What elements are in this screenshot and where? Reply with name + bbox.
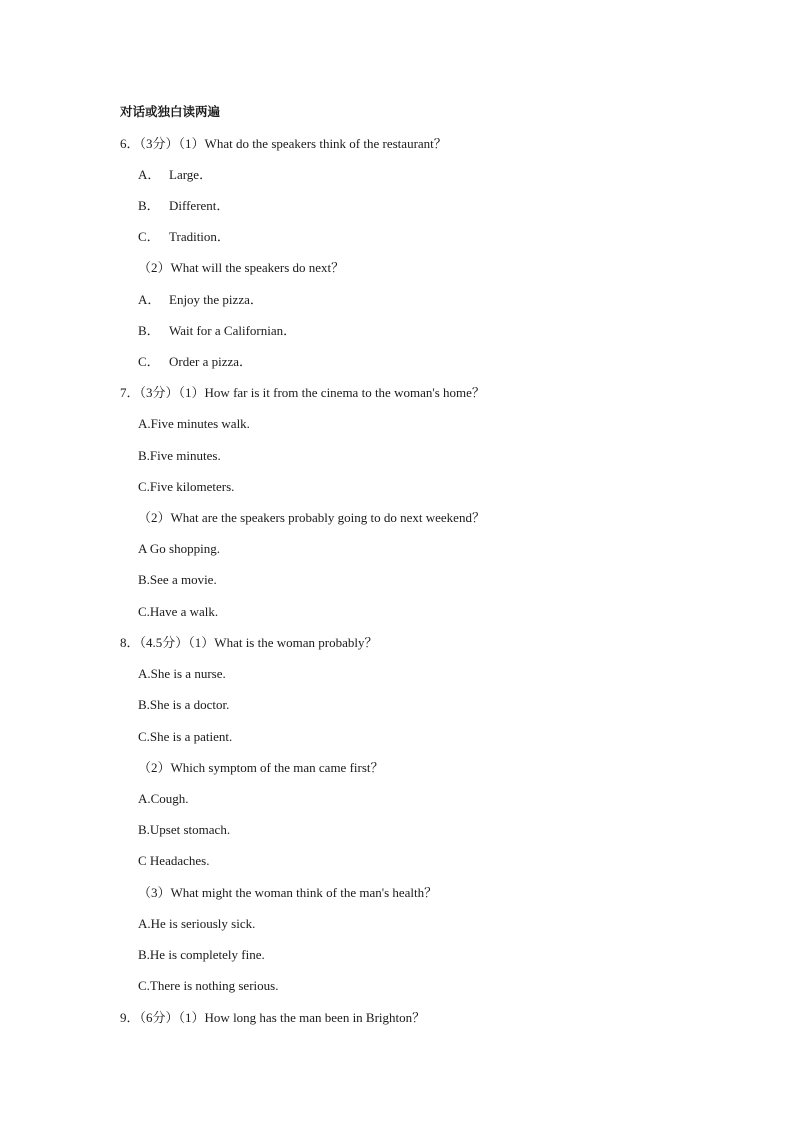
part-label: （2） — [138, 260, 171, 275]
question-6-part-2 — [138, 260, 344, 276]
option-c: C.She is a patient. — [138, 729, 233, 744]
question-number: 9． — [120, 1010, 140, 1025]
part-label: （1） — [188, 635, 215, 650]
question-score: （4.5分） — [139, 635, 189, 650]
option-text: Large． — [169, 167, 213, 182]
part-label: （2） — [138, 760, 171, 775]
part-label: （1） — [178, 1010, 205, 1025]
question-number: 7． — [120, 385, 140, 400]
option-text: Tradition． — [169, 229, 230, 244]
question-score: （3分） — [139, 385, 179, 400]
option-c: C.Have a walk. — [138, 604, 219, 619]
section-heading: 对话或独白读两遍 — [120, 104, 221, 119]
question-6-stem — [120, 136, 447, 152]
question-9-stem — [120, 1010, 425, 1026]
question-text: Which symptom of the man came first？ — [170, 760, 384, 775]
question-8-part-2 — [138, 760, 384, 776]
option-b: B.Five minutes. — [138, 448, 221, 463]
option-text: Different． — [169, 198, 230, 213]
option-a: A.He is seriously sick. — [138, 916, 256, 931]
question-score: （3分） — [139, 136, 179, 151]
option-c: C.There is nothing serious. — [138, 978, 279, 993]
question-number: 8． — [120, 635, 140, 650]
question-text: What are the speakers probably going to do next weekend？ — [170, 510, 485, 525]
question-7-stem — [120, 385, 485, 401]
option-letter: B． — [138, 198, 160, 213]
option-a: A.She is a nurse. — [138, 666, 226, 681]
part-label: （3） — [138, 885, 171, 900]
option-c: C.Five kilometers. — [138, 479, 235, 494]
option-letter: C． — [138, 354, 160, 369]
question-number: 6． — [120, 136, 140, 151]
part-label: （1） — [178, 136, 205, 151]
question-text: What is the woman probably？ — [214, 635, 378, 650]
option-b: B.She is a doctor. — [138, 697, 230, 712]
question-text: How long has the man been in Brighton？ — [204, 1010, 426, 1025]
option-letter: B． — [138, 323, 160, 338]
part-label: （2） — [138, 510, 171, 525]
option-b: B.Upset stomach. — [138, 822, 231, 837]
option-b: B.He is completely fine. — [138, 947, 265, 962]
option-letter: A． — [138, 167, 161, 182]
option-b — [138, 198, 229, 214]
question-8-stem — [120, 635, 377, 651]
option-a — [138, 167, 212, 183]
option-c: C Headaches. — [138, 853, 210, 868]
question-text: What might the woman think of the man's health？ — [170, 885, 438, 900]
option-letter: A． — [138, 292, 161, 307]
question-text: What will the speakers do next？ — [170, 260, 345, 275]
option-letter: C． — [138, 229, 160, 244]
part-label: （1） — [178, 385, 205, 400]
option-text: Order a pizza． — [169, 354, 253, 369]
option-c — [138, 229, 230, 245]
question-7-part-2 — [138, 510, 485, 526]
option-text: Wait for a Californian． — [169, 323, 297, 338]
question-text: What do the speakers think of the restaurant？ — [204, 136, 447, 151]
question-score: （6分） — [139, 1010, 179, 1025]
option-a: A.Five minutes walk. — [138, 416, 250, 431]
option-a — [138, 292, 263, 308]
option-text: Enjoy the pizza． — [169, 292, 263, 307]
question-8-part-3 — [138, 885, 437, 901]
question-text: How far is it from the cinema to the woman's home？ — [204, 385, 485, 400]
option-a: A Go shopping. — [138, 541, 220, 556]
option-a: A.Cough. — [138, 791, 189, 806]
option-b: B.See a movie. — [138, 572, 217, 587]
option-b — [138, 323, 296, 339]
option-c — [138, 354, 252, 370]
